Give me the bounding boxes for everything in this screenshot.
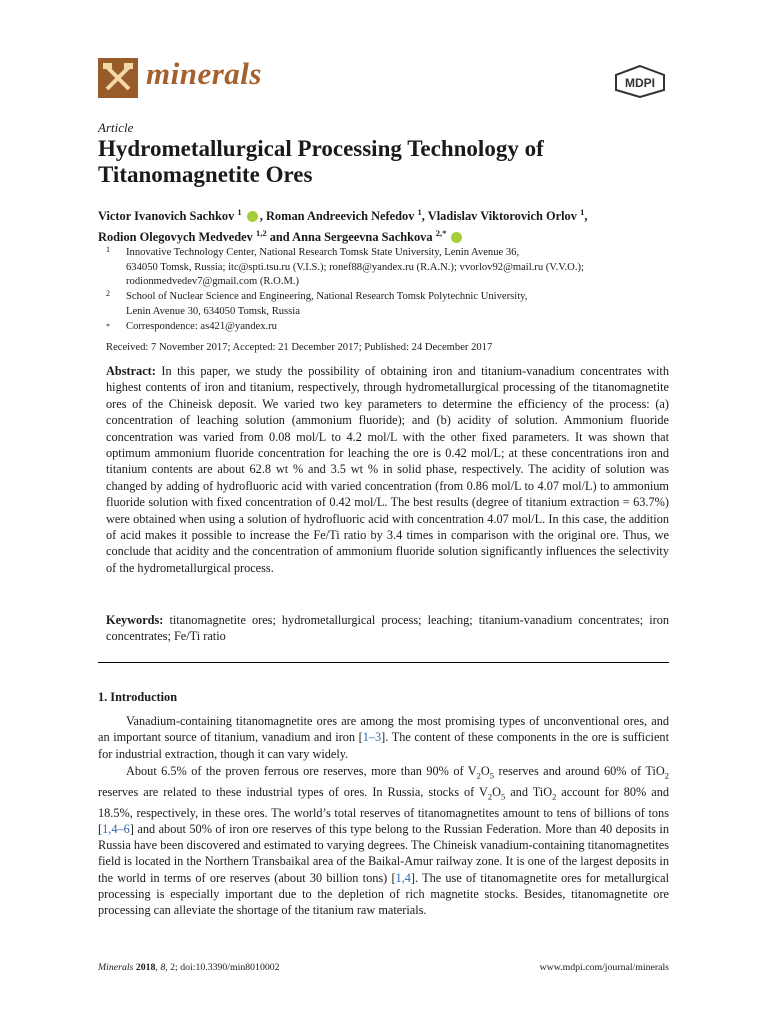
citation-link[interactable]: 1,4–6 [102,821,130,836]
correspondence [106,320,674,335]
abstract-label: Abstract: [106,364,156,378]
footer-journal-url[interactable]: www.mdpi.com/journal/minerals [539,962,669,973]
paragraph-text: About 6.5% of the proven ferrous ore reserves, more than 90% of V [126,764,477,778]
subscript: 5 [489,770,495,781]
footer-citation: Minerals 2018, 8, 2; doi:10.3390/min8010002 [98,962,280,973]
mdpi-logo [612,64,668,98]
correspondence-line: Correspondence: as421@yandex.ru [126,321,277,332]
section-heading: 1. Introduction [98,690,178,704]
orcid-icon[interactable] [247,211,258,222]
paragraph-text: O [492,784,502,799]
citation-link[interactable]: 1–3 [362,730,382,745]
footer-year: 2018 [135,962,156,973]
paragraph-text: ]. The use of titanomagnetite ores for metallurgical processing is especially important due to the depletion of rich magnetite stocks. Besides, titanomagnetite ore processing can alleviate the shortage of the titanium raw materials. [98,870,669,918]
article-type: Article [98,120,134,135]
subscript: 2 [664,770,669,781]
footer-volume: 8 [160,962,166,973]
keywords-text: titanomagnetite ores; hydrometallurgical process; leaching; titanium-vanadium concentrates; iron concentrates; Fe/Ti ratio [106,613,670,644]
author-affiliation-mark: 1,2 [256,228,267,239]
author-list: Victor Ivanovich Sachkov $^1$ , Roman Andreevich Nefedov $^1$, Vladislav Viktorovich Orlov $^1$, Rodion Olegovych Medvedev $^{1,2}$ and Anna Sergeevna Sachkova $^{2,*}$ [98,207,588,245]
author-name: Rodion Olegovych Medvedev [98,230,253,245]
subscript: 2 [476,770,481,781]
paragraph-text: ]. The content of these components in the ore is sufficient for industrial extraction, though it can vary widely. [98,730,669,761]
footer-doi[interactable]: , 2; doi:10.3390/min8010002 [165,962,280,973]
paragraph-text: reserves and around 60% of TiO [494,764,665,778]
subscript: 5 [501,791,506,802]
publication-dates: Received: 7 November 2017; Accepted: 21 December 2017; Published: 24 December 2017 [106,342,493,353]
affiliation-line: Lenin Avenue 30, 634050 Tomsk, Russia [126,305,300,317]
paragraph-text: O [480,764,490,778]
svg-text:MDPI: MDPI [625,76,655,90]
keywords [106,612,669,645]
affiliation-mark: 2 [106,289,110,298]
paragraph-text: and TiO [505,784,553,799]
section-divider [98,662,669,663]
paper-title: Hydrometallurgical Processing Technology of Titanomagnetite Ores [98,136,544,187]
author-name: Victor Ivanovich Sachkov [98,209,235,224]
citation-link[interactable]: 1,4 [395,870,411,885]
subscript: 2 [552,791,557,802]
affiliation-line: School of Nuclear Science and Engineering, National Research Tomsk Polytechnic University, [126,291,528,302]
paragraph-text: Vanadium-containing titanomagnetite ores are among the most promising types of unconventional ores, and an important source of titanium, vanadium and iron [ [98,714,669,745]
affiliation-line: rodionmedvedev7@gmail.com (R.O.M.) [126,276,300,287]
abstract [106,363,669,576]
paragraph-text: ] and about 50% of iron ore reserves of this type belong to the Russian Federation. More than 40 deposits in Russia have been discovered and estimated to varying degrees. The Chineisk vanadium-containing titanomagnetites field is located in the Northern Transbaikal area of the Baikal-Amur railway zone. It is one of the largest deposits in the world in terms of ore reserves (about 30 billion tons) [ [98,821,669,885]
intro-paragraph-2 [98,763,669,919]
affiliation-1 [106,246,674,290]
affiliation-mark: 1 [106,245,110,254]
author-affiliation-mark: 1 [237,207,242,217]
affiliation-line: Innovative Technology Center, National Research Tomsk State University, Lenin Avenue 36, [126,247,520,258]
author-affiliation-mark: 2,* [435,228,447,239]
author-affiliation-mark: 1 [417,207,422,217]
orcid-icon[interactable] [451,232,462,243]
affiliation-2 [106,290,674,319]
journal-name: minerals [146,56,262,91]
subscript: 2 [487,791,493,802]
paragraph-text: account for 80% and 18.5%, respectively, in these ores. The world’s total reserves of titanomagnetites amount to tens of billions of tons [ [98,784,669,836]
keywords-label: Keywords: [106,613,164,627]
affiliation-mark: * [106,322,110,331]
author-name: Vladislav Viktorovich Orlov [427,209,577,224]
intro-paragraph-1 [98,713,669,762]
abstract-text: In this paper, we study the possibility of obtaining iron and titanium-vanadium concentrates with highest contents of iron and titanium, respectively, through hydrometallurgical processing of the titanomagnetite ores of the Chineisk deposit. We varied two key parameters to determine the efficiency of the process: (a) concentration of leaching solution (ammonium fluoride); and (b) acidity of solution. Ammonium fluoride concentration was varied from 0.08 mol/L to 4.2 mol/L with the other fixed parameters. It was shown that optimum ammonium fluoride concentration for leaching the ore is 0.42 mol/L; at these concentrations iron and titanium contents are about 62.8 wt % and 3.5 wt % in solid phase, respectively. The acidity of solution was changed by adding of hydrofluoric acid with varied concentration (from 0.86 mol/L to 4.07 mol/L) to ammonium fluoride solution with fixed concentration of 0.42 mol/L. The best results (degree of titanium extraction = 63.7%) were obtained when using a solution of hydrofluoric acid with concentration 4.07 mol/L. In this case, the addition of acid makes it possible to increase the Fe/Ti ratio by 3.4 times in comparison with the original ore. Thus, we conclude that acidity and the concentration of ammonium fluoride solution significantly influences the selectivity of the hydrometallurgical process. [106,364,670,575]
author-name: Anna Sergeevna Sachkova [292,230,433,245]
author-affiliation-mark: 1 [580,207,585,217]
author-name: Roman Andreevich Nefedov [265,209,415,224]
paragraph-text: reserves are related to these industrial types of ores. In Russia, stocks of V [98,784,488,799]
journal-logo-icon [98,58,138,98]
affiliation-line: 634050 Tomsk, Russia; itc@spti.tsu.ru (V.I.S.); ronef88@yandex.ru (R.A.N.); vvorlov92@mail.ru (V.V.O.); [126,261,584,273]
footer-journal: Minerals [98,962,134,973]
